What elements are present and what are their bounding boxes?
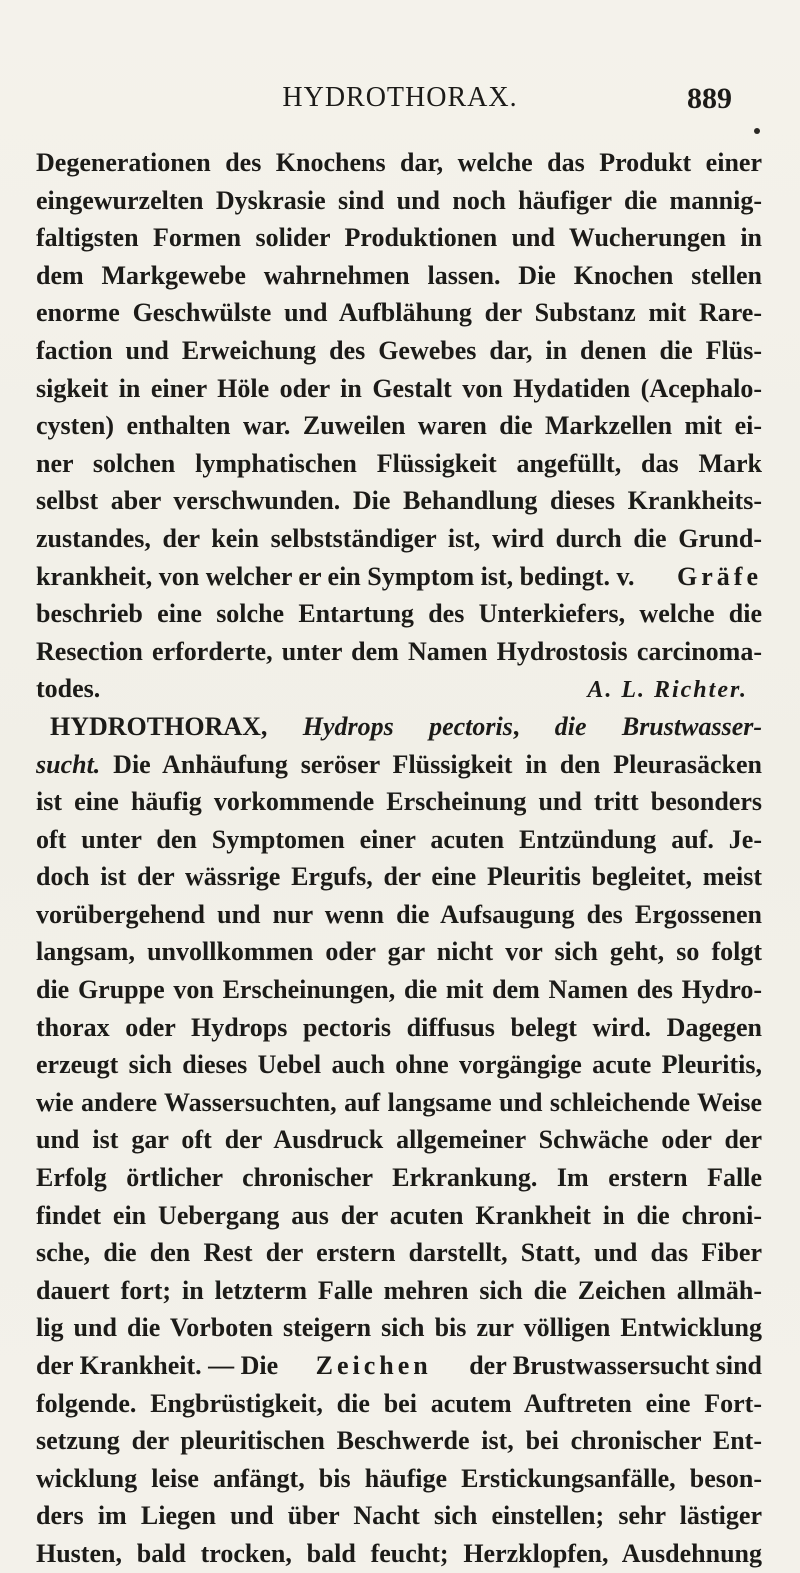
entry-separator: , bbox=[512, 711, 555, 741]
text-line-end: der Brustwassersucht sind bbox=[469, 1351, 762, 1380]
text-line-end: todes. bbox=[36, 674, 101, 704]
text-line: oft unter den Symptomen einer acuten Entzündung auf. Je- bbox=[36, 824, 762, 854]
text-line: vorübergehend und nur wenn die Aufsaugung des Ergossenen bbox=[36, 899, 762, 929]
entry-german-term: die Brustwasser- bbox=[554, 711, 762, 741]
text-line bbox=[36, 670, 762, 708]
text-line: selbst aber verschwunden. Die Behandlung dieses Krankheits- bbox=[36, 486, 762, 516]
text-line: und ist gar oft der Ausdruck allgemeiner Schwäche oder der bbox=[36, 1125, 762, 1155]
text-line: ders im Liegen und über Nacht sich einstellen; sehr lästiger bbox=[36, 1501, 762, 1531]
text-line bbox=[36, 1347, 762, 1385]
text-line: thorax oder Hydrops pectoris diffusus belegt wird. Dagegen bbox=[36, 1012, 762, 1042]
text-line: Resection erforderte, unter dem Namen Hydrostosis carcinoma- bbox=[36, 636, 762, 666]
text-line: Erfolg örtlicher chronischer Erkrankung. Im erstern Falle bbox=[36, 1163, 762, 1193]
text-line: dauert fort; in letzterm Falle mehren sich die Zeichen allmäh- bbox=[36, 1275, 762, 1305]
entry-german-term-end: sucht. bbox=[36, 749, 101, 779]
running-head bbox=[36, 82, 764, 118]
text-line bbox=[36, 746, 762, 784]
text-line: wicklung leise anfängt, bis häufige Erstickungsanfälle, beson- bbox=[36, 1463, 762, 1493]
text-line: eingewurzelten Dyskrasie sind und noch häufiger die mannig- bbox=[36, 185, 762, 215]
text-line: cysten) enthalten war. Zuweilen waren die Markzellen mit ei- bbox=[36, 411, 762, 441]
text-line: faction und Erweichung des Gewebes dar, in denen die Flüs- bbox=[36, 335, 762, 365]
text-line: dem Markgewebe wahrnehmen lassen. Die Knochen stellen bbox=[36, 260, 762, 290]
text-line: faltigsten Formen solider Produktionen und Wucherungen in bbox=[36, 223, 762, 253]
text-line: setzung der pleuritischen Beschwerde ist, bei chronischer Ent- bbox=[36, 1426, 762, 1456]
text-line-main: krankheit, von welcher er ein Symptom ist, bedingt. v. bbox=[36, 561, 635, 591]
text-line: wie andere Wassersuchten, auf langsame und schleichende Weise bbox=[36, 1087, 762, 1117]
body-text bbox=[36, 144, 762, 1573]
author-name-graefe: Gräfe bbox=[677, 561, 762, 591]
page-number: 889 bbox=[687, 82, 732, 115]
print-speck bbox=[754, 128, 760, 134]
text-line bbox=[36, 558, 762, 596]
text-line: beschrieb eine solche Entartung des Unterkiefers, welche die bbox=[36, 599, 762, 629]
text-line: ist eine häufig vorkommende Erscheinung und tritt besonders bbox=[36, 787, 762, 817]
section-term-zeichen: Zeichen bbox=[315, 1351, 432, 1380]
author-signature: A. L. Richter. bbox=[587, 677, 748, 704]
text-line: lig und die Vorboten steigern sich bis zur völligen Entwicklung bbox=[36, 1313, 762, 1343]
text-line-rest: Die Anhäufung seröser Flüssigkeit in den Pleurasäcken bbox=[100, 749, 762, 779]
entry-headword: HYDROTHORAX, bbox=[50, 711, 303, 741]
text-line: sigkeit in einer Höle oder in Gestalt von Hydatiden (Acephalo- bbox=[36, 373, 762, 403]
text-line: erzeugt sich dieses Uebel auch ohne vorgängige acute Pleuritis, bbox=[36, 1050, 762, 1080]
text-line: Husten, bald trocken, bald feucht; Herzklopfen, Ausdehnung bbox=[36, 1538, 762, 1568]
text-line: folgende. Engbrüstigkeit, die bei acutem Auftreten eine Fort- bbox=[36, 1388, 762, 1418]
entry-latin-term: Hydrops pectoris bbox=[302, 711, 513, 741]
text-line: sche, die den Rest der erstern darstellt, Statt, und das Fiber bbox=[36, 1238, 762, 1268]
text-line: findet ein Uebergang aus der acuten Krankheit in die chroni- bbox=[36, 1200, 762, 1230]
text-line: die Gruppe von Erscheinungen, die mit dem Namen des Hydro- bbox=[36, 975, 762, 1005]
text-line-start: der Krankheit. — Die bbox=[36, 1351, 279, 1380]
text-line: enorme Geschwülste und Aufblähung der Substanz mit Rare- bbox=[36, 298, 762, 328]
entry-heading-line bbox=[36, 708, 762, 746]
text-line: zustandes, der kein selbstständiger ist, wird durch die Grund- bbox=[36, 523, 762, 553]
running-title: HYDROTHORAX. bbox=[282, 82, 518, 113]
text-line: ner solchen lymphatischen Flüssigkeit angefüllt, das Mark bbox=[36, 448, 762, 478]
text-line: langsam, unvollkommen oder gar nicht vor sich geht, so folgt bbox=[36, 937, 762, 967]
text-line: Degenerationen des Knochens dar, welche das Produkt einer bbox=[36, 148, 762, 177]
text-line: doch ist der wässrige Ergufs, der eine Pleuritis begleitet, meist bbox=[36, 862, 762, 892]
